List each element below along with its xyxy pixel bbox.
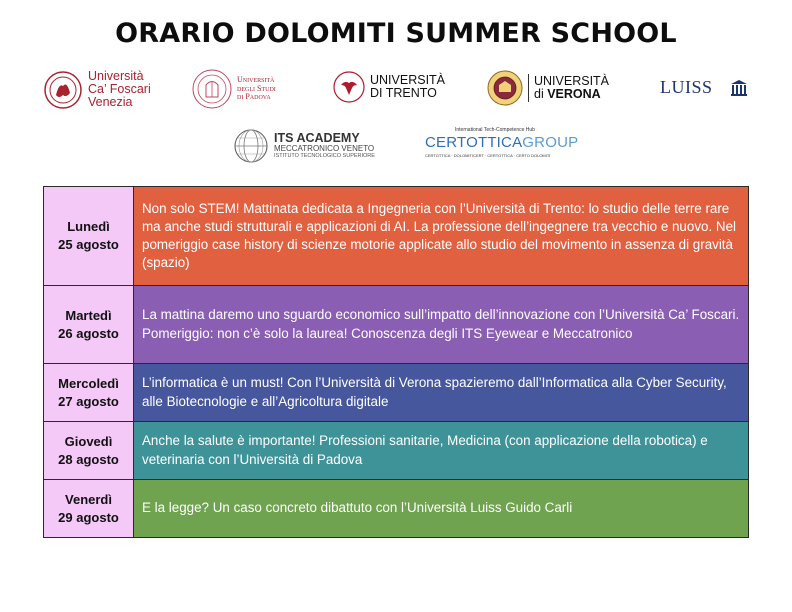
logo-luiss bbox=[660, 77, 749, 98]
its-globe-icon bbox=[233, 128, 269, 164]
day-cell bbox=[44, 187, 134, 286]
description-cell bbox=[134, 480, 749, 538]
day-date: 27 agosto bbox=[58, 393, 119, 409]
day-date: 25 agosto bbox=[58, 237, 119, 252]
trento-eagle-seal-icon bbox=[333, 71, 365, 103]
description-text-2: Pomeriggio: non c’è solo la laurea! Conoscenza degli ITS Eyewear e Meccatronico bbox=[142, 325, 633, 341]
trento-line1: UNIVERSITÀ bbox=[370, 72, 446, 87]
verona-line1: UNIVERSITÀ bbox=[534, 73, 610, 88]
padova-line1: Università bbox=[237, 75, 275, 85]
day-cell bbox=[44, 364, 134, 422]
logo-certottica-group bbox=[425, 127, 578, 158]
day-cell bbox=[44, 480, 134, 538]
day-name: Martedì bbox=[65, 307, 112, 323]
verona-line2: VERONA bbox=[547, 87, 601, 101]
logo-its-academy bbox=[233, 128, 375, 164]
description-text: La mattina daremo uno sguardo economico sull’impatto dell’innovazione con l’Università Ca’ Foscari. bbox=[142, 307, 740, 323]
table-row bbox=[44, 364, 749, 422]
table-row bbox=[44, 422, 749, 480]
verona-seal-icon bbox=[487, 70, 523, 106]
logo-verona bbox=[487, 70, 609, 106]
day-date: 26 agosto bbox=[58, 325, 119, 341]
logo-padova bbox=[192, 69, 276, 109]
page-title: ORARIO DOLOMITI SUMMER SCHOOL bbox=[115, 18, 677, 49]
day-name: Lunedì bbox=[67, 219, 110, 235]
luiss-text: LUISS bbox=[660, 77, 713, 97]
logo-ca-foscari bbox=[44, 70, 151, 109]
ca-foscari-line3: Venezia bbox=[88, 95, 133, 110]
description-cell bbox=[134, 187, 749, 286]
description-text: Non solo STEM! Mattinata dedicata a Ingegneria con l’Università di Trento: lo studio delle terre rare ma anche studi strutturali e applicazioni di AI. La professione dell’ingegnere tra vecchio e nuovo. Nel pomeriggio case history di scienze motorie applicate allo studio del movimento in assenza di gravità (spazio) bbox=[142, 200, 736, 271]
trento-line2: DI TRENTO bbox=[370, 86, 437, 100]
table-row bbox=[44, 286, 749, 364]
its-line3: ISTITUTO TECNOLOGICO SUPERIORE bbox=[274, 152, 375, 159]
description-text: E la legge? Un caso concreto dibattuto con l’Università Luiss Guido Carli bbox=[142, 500, 573, 516]
padova-line2: degli Studi bbox=[237, 83, 276, 93]
padova-seal-icon bbox=[192, 69, 232, 109]
padova-line3: di Padova bbox=[237, 92, 271, 102]
certottica-tagline: International Tech-Competence Hub bbox=[455, 127, 535, 133]
description-cell bbox=[134, 364, 749, 422]
day-cell bbox=[44, 422, 134, 480]
day-name: Mercoledì bbox=[58, 375, 119, 391]
certottica-group-word: GROUP bbox=[522, 134, 579, 151]
verona-line2-prefix: di bbox=[534, 87, 548, 101]
ca-foscari-seal-icon bbox=[44, 71, 82, 109]
description-cell bbox=[134, 286, 749, 364]
ca-foscari-line1: Università bbox=[88, 69, 144, 83]
day-date: 28 agosto bbox=[58, 451, 119, 467]
its-line2: MECCATRONICO VENETO bbox=[274, 144, 375, 154]
day-name: Giovedì bbox=[64, 433, 113, 449]
description-text: Anche la salute è importante! Professioni sanitarie, Medicina (con applicazione della robotica) e veterinaria con l’Università di Padova bbox=[142, 433, 708, 467]
day-name: Venerdì bbox=[65, 491, 112, 507]
luiss-temple-icon bbox=[729, 79, 749, 97]
description-text: L’informatica è un must! Con l’Università di Verona spazieremo dall’Informatica alla Cyber Security, alle Biotecnologie e all’Agricoltura digitale bbox=[142, 375, 727, 409]
table-row bbox=[44, 187, 749, 286]
certottica-sub: CERTOTTICA · DOLOMITICERT · CERTOTTICA · CERTO DOLOMITI bbox=[425, 153, 551, 158]
day-date: 29 agosto bbox=[58, 509, 119, 525]
day-cell bbox=[44, 286, 134, 364]
table-row bbox=[44, 480, 749, 538]
description-cell bbox=[134, 422, 749, 480]
its-line1: ITS ACADEMY bbox=[274, 131, 360, 146]
certottica-name: CERTOTTICA bbox=[425, 134, 523, 151]
schedule-table bbox=[43, 186, 749, 538]
ca-foscari-line2: Ca’ Foscari bbox=[88, 82, 151, 97]
logo-trento bbox=[333, 71, 445, 103]
